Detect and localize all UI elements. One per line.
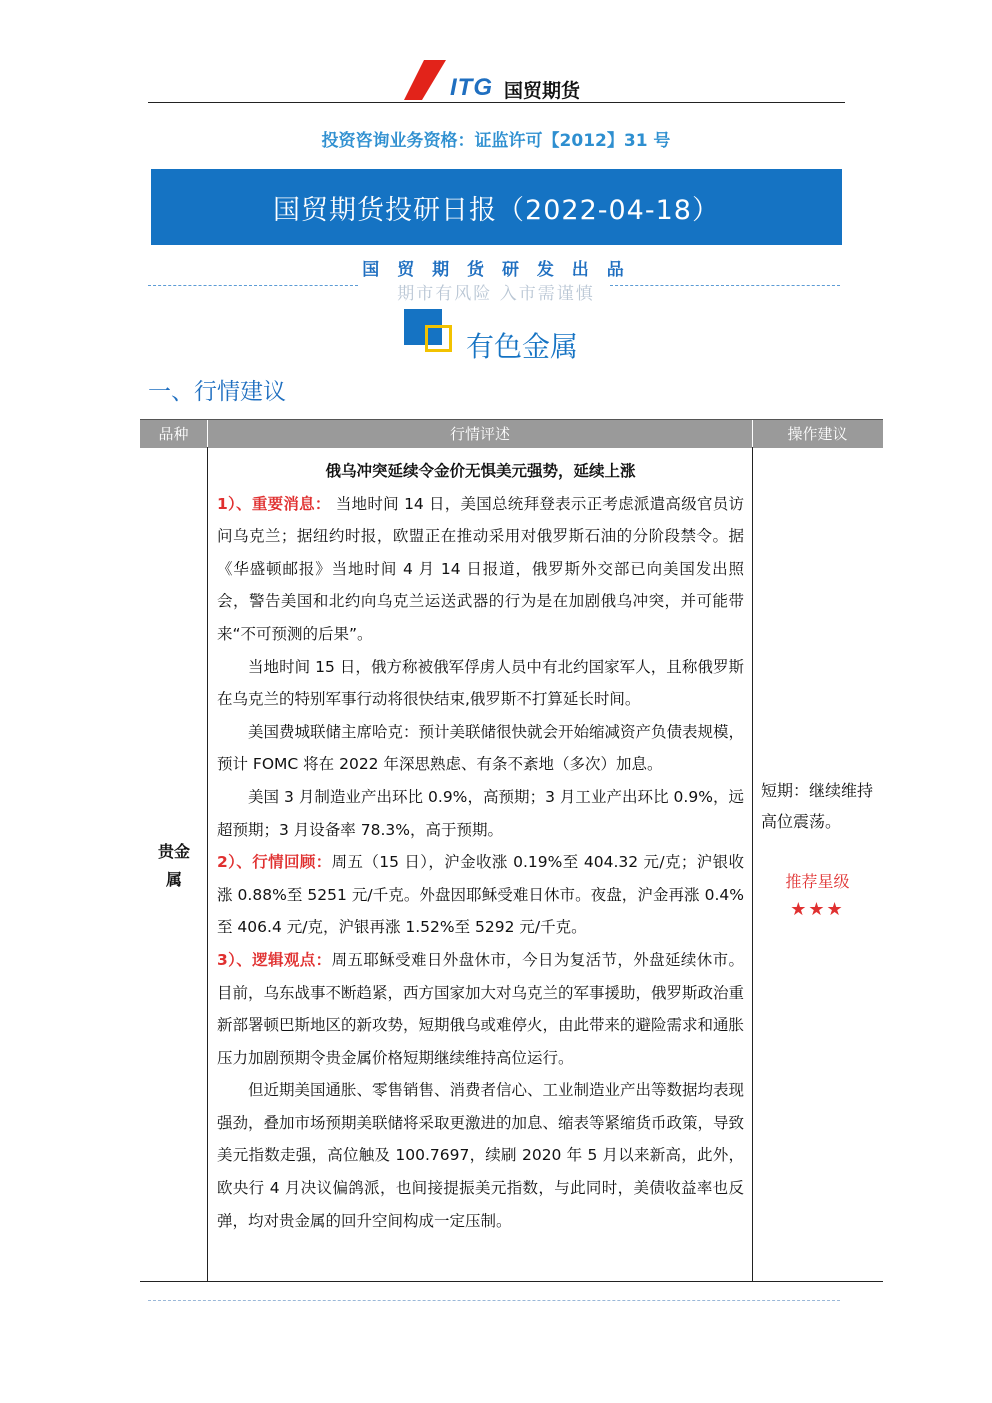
- review-paragraph: 当地时间 15 日，俄方称被俄军俘虏人员中有北约国家军人，且称俄罗斯在乌克兰的特别军事行动将很快结束,俄罗斯不打算延长时间。: [217, 657, 744, 709]
- license-line: 投资咨询业务资格：证监许可【2012】31 号: [321, 131, 671, 151]
- logic-view-label: 3）、逻辑观点：: [217, 950, 332, 969]
- logo-mark: ITG: [450, 74, 493, 101]
- table-header-row: [140, 419, 883, 448]
- advice-text: 短期：继续维持高位震荡。: [761, 781, 874, 831]
- title-banner: [151, 169, 842, 245]
- review-paragraph: [217, 846, 744, 944]
- review-paragraph: 美国费城联储主席哈克：预计美联储很快就会开始缩减资产负债表规模，预计 FOMC 将在 2022 年深思熟虑、有条不紊地（多次）加息。: [217, 722, 745, 774]
- review-text: 周五（15 日），沪金收涨 0.19%至 404.32 元/克；沪银收涨 0.88%至 5251 元/千克。外盘因耶稣受难日休市。夜盘，沪金再涨 0.4%至 406.4 元/克，沪银再涨 1.52%至 5292 元/千克。: [217, 853, 744, 937]
- section-heading: 一、行情建议: [148, 379, 286, 405]
- column-divider: [752, 447, 753, 1281]
- review-paragraph: [217, 944, 744, 1074]
- section-outline-square-icon: [425, 325, 452, 352]
- report-title: 国贸期货投研日报（2022-04-18）: [273, 194, 720, 226]
- variety-text: 贵金 属: [157, 842, 190, 889]
- variety-cell: [152, 838, 196, 894]
- review-cell: [217, 455, 744, 1237]
- risk-warning: 期市有风险 入市需谨慎: [397, 284, 595, 304]
- logo-slash-icon: [404, 60, 446, 100]
- company-logo: [404, 60, 604, 102]
- rating-label: 推荐星级: [785, 872, 850, 891]
- footer-dashed-divider: [148, 1300, 840, 1301]
- important-news-label: 1）、重要消息：: [217, 494, 331, 513]
- review-headline: 俄乌冲突延续令金价无惧美元强势，延续上涨: [325, 462, 636, 480]
- review-text: 周五耶稣受难日外盘休市，今日为复活节，外盘延续休市。目前，乌东战事不断趋紧，西方国家加大对乌克兰的军事援助，俄罗斯政治重新部署顿巴斯地区的新攻势，短期俄乌或难停火，由此带来的避险需求和通胀压力加剧预期令贵金属价格短期继续维持高位运行。: [217, 950, 745, 1067]
- recommendation-table: [140, 419, 883, 1282]
- logo-name: 国贸期货: [504, 80, 581, 102]
- header-advice: 操作建议: [787, 425, 848, 443]
- review-text: 当地时间 14 日，美国总统拜登表示正考虑派遣高级官员访问乌克兰；据纽约时报，欧盟正在推动采用对俄罗斯石油的分阶段禁令。据《华盛顿邮报》当地时间 4 月 14 日报道，俄罗斯外交部已向美国发出照会，警告美国和北约向乌克兰运送武器的行为是在加剧俄乌冲突，并可能带来“不可预测的后果”。: [217, 494, 744, 643]
- review-paragraph: 美国 3 月制造业产出环比 0.9%，高预期；3 月工业产出环比 0.9%，远超预期；3 月设备率 78.3%，高于预期。: [217, 787, 744, 839]
- review-paragraph: [217, 488, 744, 651]
- column-divider: [207, 447, 208, 1281]
- header-variety: 品种: [158, 425, 189, 443]
- header-divider: [752, 420, 753, 448]
- header-rule: [148, 102, 845, 103]
- producer-line: 国 贸 期 货 研 发 出 品: [362, 260, 630, 280]
- section-title: 有色金属: [466, 330, 579, 363]
- review-paragraph: 但近期美国通胀、零售销售、消费者信心、工业制造业产出等数据均表现强劲，叠加市场预期美联储将采取更激进的加息、缩表等紧缩货币政策，导致美元指数走强，高位触及 100.7697，续刷 2020 年 5 月以来新高，此外，欧央行 4 月决议偏鸽派，也间接提振美元指数，与此同时，美债收益率也反弹，均对贵金属的回升空间构成一定压制。: [217, 1081, 745, 1230]
- rating-stars: ★★★: [790, 899, 845, 920]
- header-divider: [207, 420, 208, 448]
- market-review-label: 2）、行情回顾：: [217, 853, 332, 872]
- header-review: 行情评述: [449, 425, 510, 443]
